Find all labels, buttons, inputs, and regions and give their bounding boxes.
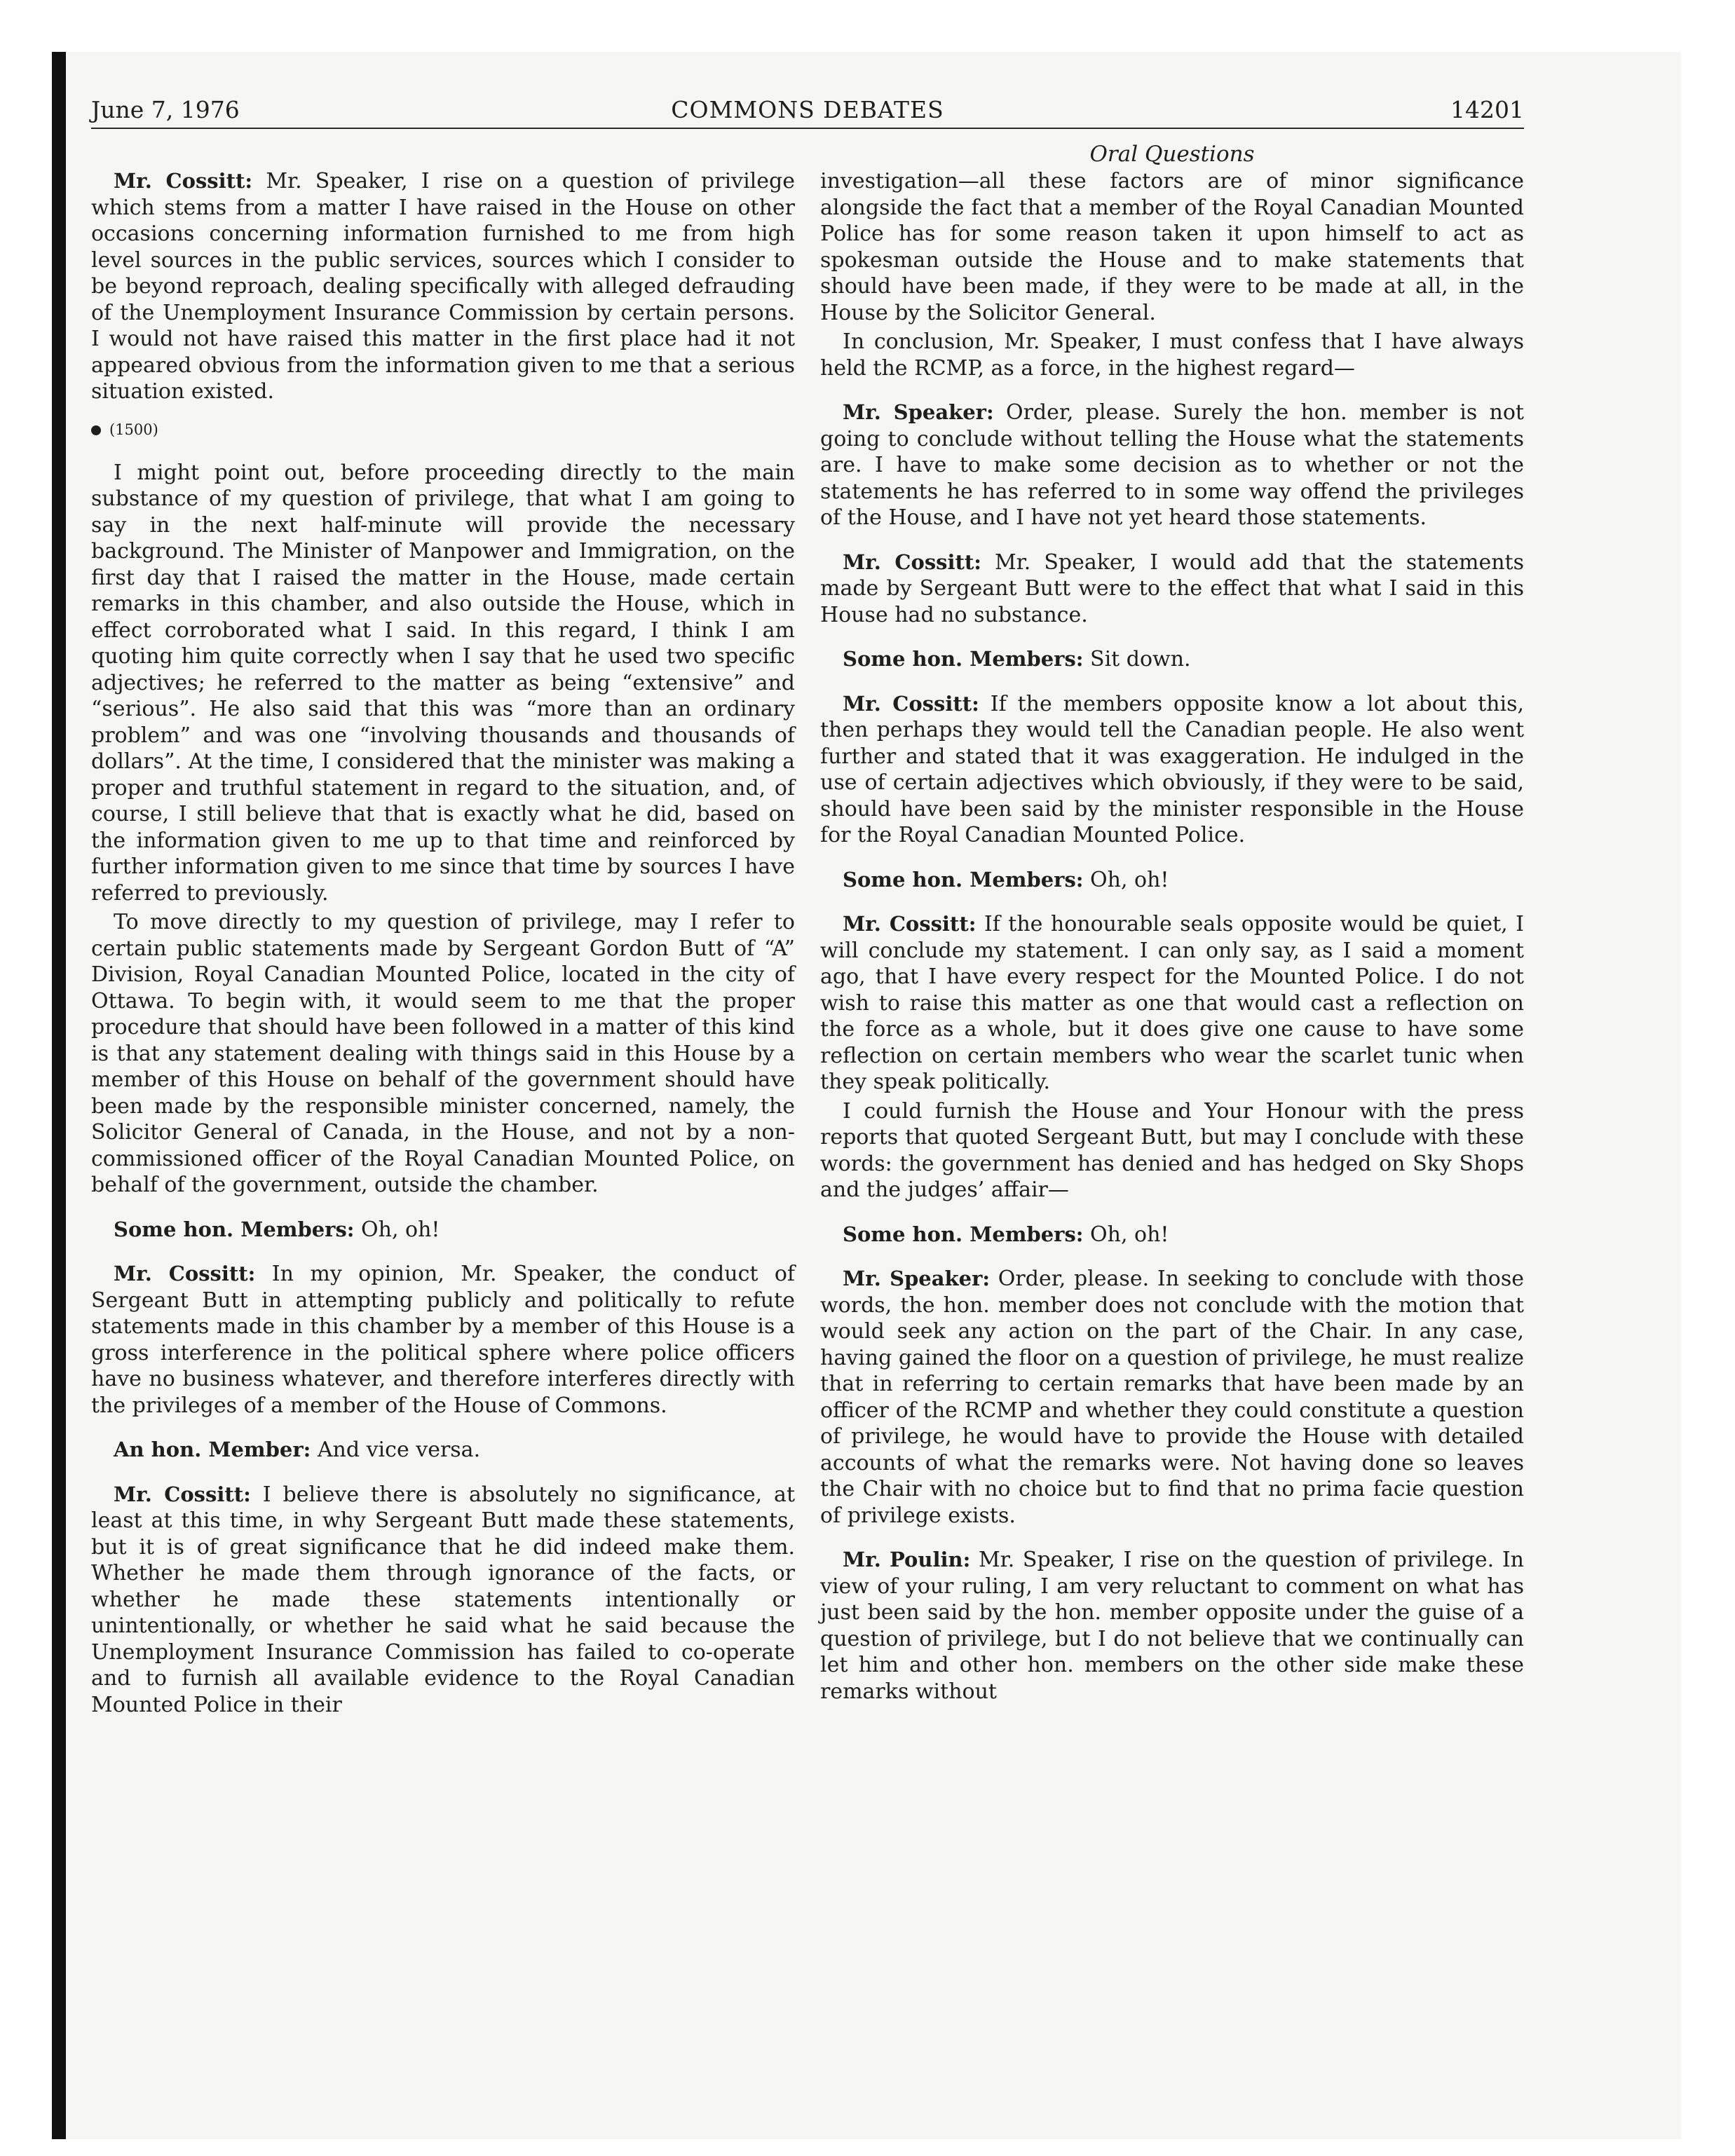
speaker-name: Mr. Cossitt: [114, 169, 253, 193]
speaker-name: Some hon. Members: [843, 647, 1084, 671]
paragraph [820, 867, 1524, 894]
paragraph [820, 1547, 1524, 1705]
paragraph-text: investigation—all these factors are of minor significance alongside the fact that a member of the Royal Canadian Mounted Police has for some reason taken it upon himself to act as spokesman outside the House and to make statements that should have been made, if they were to be made at all, in the House by the Solicitor General. [820, 169, 1524, 325]
paragraph [91, 1217, 795, 1243]
paragraph-text: To move directly to my question of privilege, may I refer to certain public statements made by Sergeant Gordon Butt of “A” Division, Royal Canadian Mounted Police, located in the city of Ottawa. To begin with, it would seem to me that the proper procedure that should have been followed in a matter of this kind is that any statement dealing with things said in this House by a member of this House on behalf of the government should have been made by the responsible minister concerned, namely, the Solicitor General of Canada, in the House, and not by a non-commissioned officer of the Royal Canadian Mounted Police, on behalf of the government, outside the chamber. [91, 910, 795, 1197]
speaker-name: Some hon. Members: [843, 867, 1084, 892]
paragraph [820, 646, 1524, 673]
time-marker-label: (1500) [109, 421, 158, 438]
speaker-name: Mr. Cossitt: [114, 1482, 251, 1506]
header-date: June 7, 1976 [91, 96, 240, 123]
paragraph [820, 1222, 1524, 1248]
speaker-name: Some hon. Members: [843, 1222, 1084, 1246]
right-column [820, 168, 1524, 1707]
paragraph-text: I believe there is absolutely no significance, at least at this time, in why Sergeant Butt made these statements, but it is of great significance that he did indeed make them. Whether he made them through ignorance of the facts, or whether he made these statements intentionally or unintentionally, or whether he said what he said because the Unemployment Insurance Commission has failed to co-operate and to furnish all available evidence to the Royal Canadian Mounted Police in their [91, 1482, 795, 1717]
paragraph-text: Oh, oh! [1083, 867, 1169, 892]
header-publication: COMMONS DEBATES [671, 96, 944, 123]
speaker-name: Some hon. Members: [114, 1217, 355, 1241]
paragraph [820, 400, 1524, 531]
paragraph-text: If the members opposite know a lot about this, then perhaps they would tell the Canadian people. He also went further and stated that it was exaggeration. He indulged in the use of certain adjectives which obviously, if they were to be said, should have been said by the minister responsible in the House for the Royal Canadian Mounted Police. [820, 691, 1525, 847]
section-label: Oral Questions [1089, 142, 1255, 167]
speaker-name: Mr. Cossitt: [843, 550, 981, 574]
paragraph-text: Mr. Speaker, I rise on the question of privilege. In view of your ruling, I am very reluctant to comment on what has just been said by the hon. member opposite under the guise of a question of privilege, but I do not believe that we continually can let him and other hon. members on the other side make these remarks without [820, 1548, 1524, 1704]
speaker-name: Mr. Speaker: [843, 400, 994, 424]
paragraph-text: Order, please. In seeking to conclude with those words, the hon. member does not conclude with the motion that would seek any action on the part of the Chair. In any case, having gained the floor on a question of privilege, he must realize that in referring to certain remarks that have been made by an officer of the RCMP and whether they could constitute a question of privilege, he would have to provide the House with detailed accounts of what the remarks were. Not having done so leaves the Chair with no choice but to find that no prima facie question of privilege exists. [820, 1267, 1525, 1528]
speaker-name: An hon. Member: [114, 1438, 311, 1461]
paragraph-text: And vice versa. [311, 1438, 481, 1462]
paragraph-text: Order, please. Surely the hon. member is not going to conclude without telling the House what the statements are. I have to make some decision as to whether or not the statements he has referred to in some way offend the privileges of the House, and I have not yet heard those statements. [820, 400, 1524, 530]
paragraph-text: Oh, oh! [354, 1217, 440, 1242]
time-marker [91, 421, 795, 439]
paragraph-text: Sit down. [1083, 647, 1191, 671]
paragraph-text: Oh, oh! [1083, 1222, 1169, 1247]
paragraph-text: If the honourable seals opposite would be quiet, I will conclude my statement. I can only say, as I said a moment ago, that I have every respect for the Mounted Police. I do not wish to raise this matter as one that would cast a reflection on the force as a whole, but it does give one cause to have some reflection on certain members who wear the scarlet tunic when they speak politically. [820, 912, 1524, 1094]
speaker-name: Mr. Poulin: [843, 1548, 971, 1571]
paragraph [91, 1437, 795, 1464]
paragraph [820, 168, 1524, 326]
paragraph-text: I might point out, before proceeding directly to the main substance of my question of privilege, that what I am going to say in the next half-minute will provide the necessary background. The Minister of Manpower and Immigration, on the first day that I raised the matter in the House, made certain remarks in this chamber, and also outside the House, which in effect corroborated what I said. In this regard, I think I am quoting him quite correctly when I say that he used two specific adjectives; he referred to the matter as being “extensive” and “serious”. He also said that this was “more than an ordinary problem” and was one “involving thousands and thousands of dollars”. At the time, I considered that the minister was making a proper and truthful statement in regard to the situation, and, of course, I still believe that that is exactly what he did, based on the information given to me up to that time and reinforced by further information given to me since that time by sources I have referred to previously. [91, 460, 795, 906]
speaker-name: Mr. Cossitt: [843, 912, 977, 936]
speaker-name: Mr. Speaker: [843, 1267, 991, 1290]
scan-edge [52, 52, 66, 2139]
paragraph [820, 329, 1524, 381]
header-page-number: 14201 [1450, 96, 1524, 123]
running-header [91, 93, 1524, 129]
paragraph [91, 1261, 795, 1419]
paragraph [91, 460, 795, 907]
paragraph [820, 1266, 1524, 1529]
paragraph-text: In my opinion, Mr. Speaker, the conduct of Sergeant Butt in attempting publicly and politically to refute statements made in this chamber by a member of this House is a gross interference in the political sphere where police officers have no business whatever, and therefore interferes directly with the privileges of a member of the House of Commons. [91, 1262, 795, 1418]
paragraph [820, 550, 1524, 629]
paragraph [91, 1482, 795, 1719]
paragraph-text: Mr. Speaker, I rise on a question of privilege which stems from a matter I have raised in the House on other occasions concerning information furnished to me from high level sources in the public services, sources which I consider to be beyond reproach, dealing specifically with alleged defrauding of the Unemployment Insurance Commission by certain persons. I would not have raised this matter in the first place had it not appeared obvious from the information given to me that a serious situation existed. [91, 169, 795, 404]
paragraph [91, 168, 795, 405]
paragraph-text: Mr. Speaker, I would add that the statements made by Sergeant Butt were to the effect that what I said in this House had no substance. [820, 550, 1525, 627]
paragraph [820, 691, 1524, 849]
bullet-icon [91, 425, 101, 435]
speaker-name: Mr. Cossitt: [114, 1262, 256, 1285]
paragraph [91, 909, 795, 1199]
paragraph-text: In conclusion, Mr. Speaker, I must confess that I have always held the RCMP, as a force, in the highest regard— [820, 329, 1524, 381]
speaker-name: Mr. Cossitt: [843, 691, 979, 716]
paragraph [820, 911, 1524, 1096]
paragraph [820, 1098, 1524, 1203]
left-column [91, 168, 795, 1721]
paragraph-text: I could furnish the House and Your Honour with the press reports that quoted Sergeant Butt, but may I conclude with these words: the government has denied and has hedged on Sky Shops and the judges’ affair— [820, 1098, 1524, 1202]
